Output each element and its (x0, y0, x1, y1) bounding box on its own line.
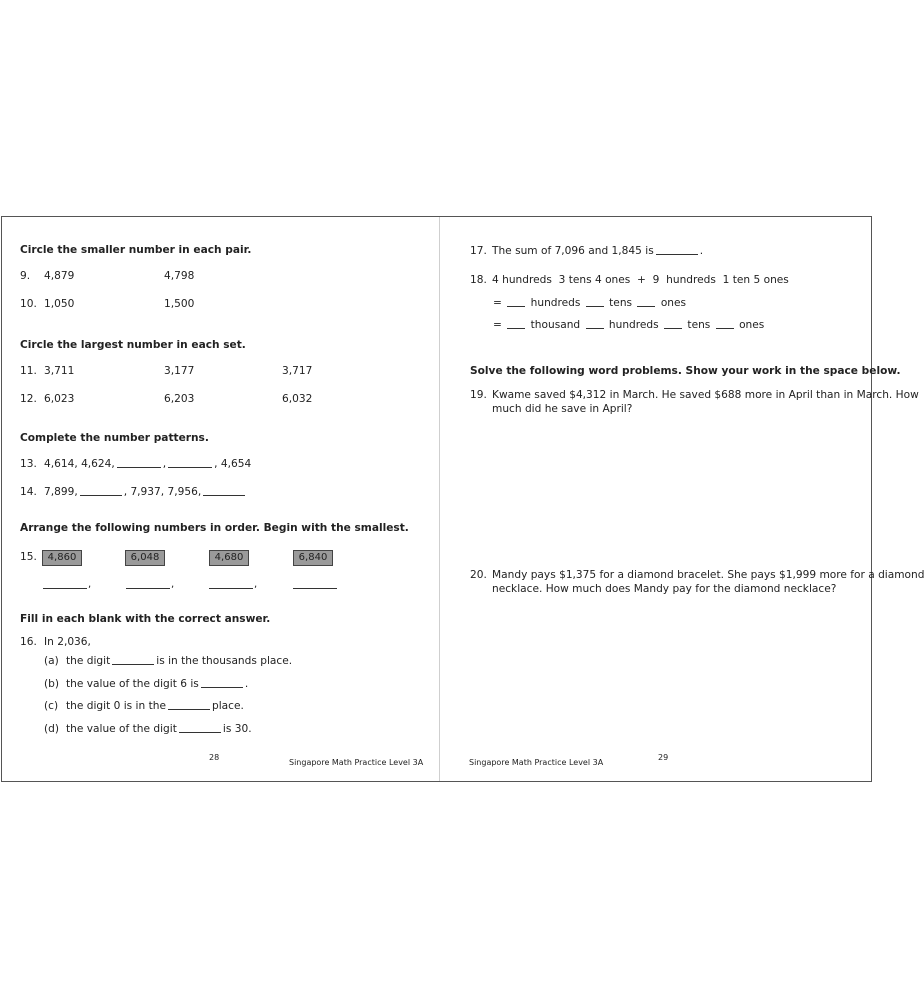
q15-number-box: 6,840 (293, 550, 333, 566)
q10-option-a[interactable]: 1,050 (44, 298, 75, 310)
page-number-right: 29 (658, 753, 669, 762)
q20-line-2: necklace. How much does Mandy pay for the diamond necklace? (492, 583, 837, 595)
q15-answer-blank[interactable] (43, 588, 87, 589)
q12-option-b[interactable]: 6,203 (164, 393, 195, 405)
section-heading-patterns: Complete the number patterns. (20, 432, 209, 444)
page-number-left: 28 (209, 753, 220, 762)
q16b-text: the value of the digit 6 is . (66, 678, 249, 690)
q18-blank[interactable] (586, 328, 604, 329)
q18-blank[interactable] (716, 328, 734, 329)
q16-intro: In 2,036, (44, 636, 91, 648)
q11-option-a[interactable]: 3,711 (44, 365, 75, 377)
q20-number: 20. (470, 569, 487, 581)
q15-number-box: 4,680 (209, 550, 249, 566)
q16a-text: the digit is in the thousands place. (66, 655, 293, 667)
q12-number: 12. (20, 393, 37, 405)
q15-number-box: 6,048 (125, 550, 165, 566)
q18-blank[interactable] (586, 306, 604, 307)
q18-blank[interactable] (664, 328, 682, 329)
q20-line-1: Mandy pays $1,375 for a diamond bracelet. She pays $1,999 more for a diamond (492, 569, 924, 581)
footer-left: Singapore Math Practice Level 3A (289, 758, 424, 767)
q11-option-b[interactable]: 3,177 (164, 365, 195, 377)
q17-number: 17. (470, 245, 487, 257)
q15-answer-blank[interactable] (293, 588, 337, 589)
section-heading-largest: Circle the largest number in each set. (20, 339, 246, 351)
q13-blank-1[interactable] (117, 467, 161, 468)
q16d-text: the value of the digit is 30. (66, 723, 252, 735)
q16c-label: (c) (44, 700, 59, 712)
q14-blank-1[interactable] (80, 495, 122, 496)
q16b-blank[interactable] (201, 687, 243, 688)
q19-line-1: Kwame saved $4,312 in March. He saved $688 more in April than in March. How (492, 389, 919, 401)
q9-number: 9. (20, 270, 31, 282)
q17-text: The sum of 7,096 and 1,845 is . (492, 245, 704, 257)
q19-line-2: much did he save in April? (492, 403, 633, 415)
q15-answer-blank[interactable] (209, 588, 253, 589)
q16a-blank[interactable] (112, 664, 154, 665)
page-gutter (439, 217, 440, 781)
q14-blank-2[interactable] (203, 495, 245, 496)
q18-blank[interactable] (637, 306, 655, 307)
q15-number: 15. (20, 551, 37, 563)
q18-row2: = thousand hundreds tens ones (493, 319, 765, 331)
q19-number: 19. (470, 389, 487, 401)
section-heading-order: Arrange the following numbers in order. Begin with the smallest. (20, 522, 409, 534)
q13-number: 13. (20, 458, 37, 470)
q18-expression: 4 hundreds 3 tens 4 ones + 9 hundreds 1 ten 5 ones (492, 274, 789, 286)
q14-number: 14. (20, 486, 37, 498)
section-heading-smaller: Circle the smaller number in each pair. (20, 244, 252, 256)
q16d-label: (d) (44, 723, 59, 735)
section-heading-fill: Fill in each blank with the correct answer. (20, 613, 271, 625)
q10-number: 10. (20, 298, 37, 310)
q11-option-c[interactable]: 3,717 (282, 365, 313, 377)
q12-option-a[interactable]: 6,023 (44, 393, 75, 405)
book-spread (1, 216, 924, 782)
q10-option-b[interactable]: 1,500 (164, 298, 195, 310)
q16-number: 16. (20, 636, 37, 648)
q14-pattern: 7,899, , 7,937, 7,956, (44, 486, 247, 498)
q13-blank-2[interactable] (168, 467, 212, 468)
footer-right: Singapore Math Practice Level 3A (469, 758, 604, 767)
q11-number: 11. (20, 365, 37, 377)
q13-pattern: 4,614, 4,624, , , 4,654 (44, 458, 252, 470)
q12-option-c[interactable]: 6,032 (282, 393, 313, 405)
q15-comma: , (254, 579, 258, 590)
q9-option-a[interactable]: 4,879 (44, 270, 75, 282)
q16c-text: the digit 0 is in the place. (66, 700, 244, 712)
q16b-label: (b) (44, 678, 59, 690)
q16c-blank[interactable] (168, 709, 210, 710)
q16d-blank[interactable] (179, 732, 221, 733)
q17-blank[interactable] (656, 254, 698, 255)
q15-comma: , (88, 579, 92, 590)
q15-number-box: 4,860 (42, 550, 82, 566)
section-heading-word-problems: Solve the following word problems. Show your work in the space below. (470, 365, 901, 377)
q18-row1: = hundreds tens ones (493, 297, 687, 309)
q15-comma: , (171, 579, 175, 590)
q16a-label: (a) (44, 655, 59, 667)
q18-number: 18. (470, 274, 487, 286)
q18-blank[interactable] (507, 306, 525, 307)
q9-option-b[interactable]: 4,798 (164, 270, 195, 282)
q18-blank[interactable] (507, 328, 525, 329)
q15-answer-blank[interactable] (126, 588, 170, 589)
